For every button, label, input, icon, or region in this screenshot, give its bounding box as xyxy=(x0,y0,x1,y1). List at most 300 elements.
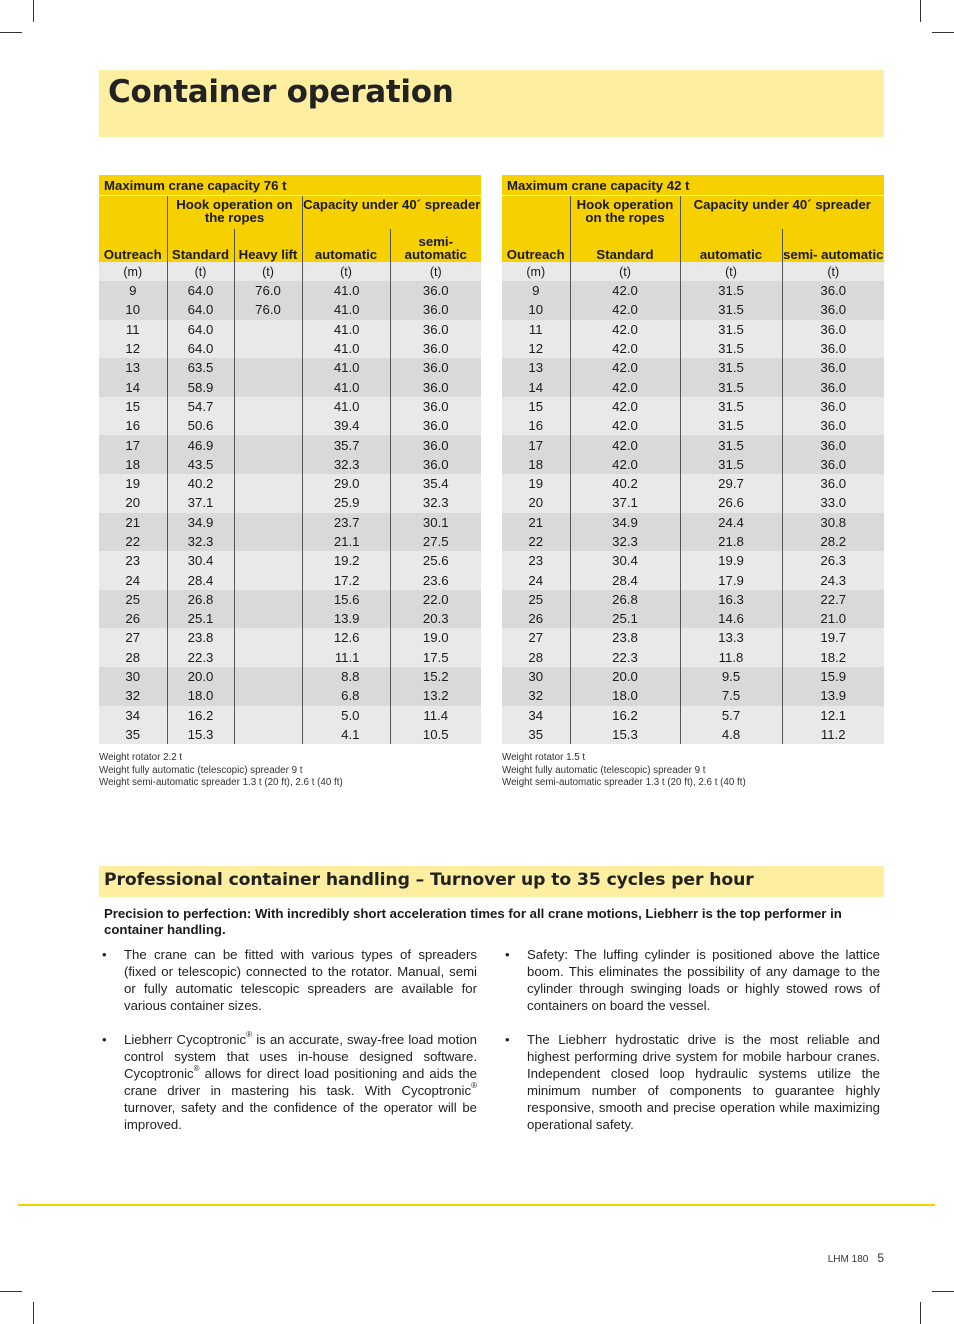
table-cell xyxy=(234,648,302,667)
table-cell: 19 xyxy=(502,474,570,493)
crop-mark xyxy=(932,32,954,33)
table-row xyxy=(99,725,481,744)
table-cell: 30.4 xyxy=(167,551,234,570)
table-cell: 16.3 xyxy=(680,590,782,609)
table-cell: 30 xyxy=(502,667,570,686)
table-cell: 23.8 xyxy=(167,628,234,647)
table-cell: 46.9 xyxy=(167,435,234,454)
table-cell: 14 xyxy=(502,377,570,396)
unit-cell: (t) xyxy=(782,262,884,281)
table-cell: 41.0 xyxy=(302,397,390,416)
table-cell: 15.6 xyxy=(302,590,390,609)
table-cell: 22.3 xyxy=(167,648,234,667)
table-row xyxy=(502,281,884,300)
bullet-text: Safety: The luffing cylinder is positioned above the lattice boom. This eliminates the possibility of any damage to the cylinder through swinging loads or highly stowed rows of containers on board the vessel. xyxy=(527,947,880,1013)
table-row xyxy=(99,435,481,454)
table-row xyxy=(502,667,884,686)
table-cell: 5.0 xyxy=(302,706,390,725)
table-cell: 33.0 xyxy=(782,493,884,512)
table-cell: 20.0 xyxy=(167,667,234,686)
table-cell: 36.0 xyxy=(390,435,481,454)
registered-mark: ® xyxy=(193,1064,200,1073)
unit-cell: (t) xyxy=(570,262,680,281)
table-cell: 18.0 xyxy=(167,686,234,705)
table-cell: 32.3 xyxy=(570,532,680,551)
table-cell xyxy=(234,339,302,358)
table-cell: 36.0 xyxy=(390,339,481,358)
table-cell: 39.4 xyxy=(302,416,390,435)
unit-cell: (t) xyxy=(302,262,390,281)
table-cell: 12.6 xyxy=(302,628,390,647)
unit-cell: (t) xyxy=(390,262,481,281)
table-cell: 18.0 xyxy=(570,686,680,705)
table-row xyxy=(99,648,481,667)
table-cell: 36.0 xyxy=(782,281,884,300)
table-cell: 42.0 xyxy=(570,455,680,474)
table-cell: 29.0 xyxy=(302,474,390,493)
table-cell: 42.0 xyxy=(570,339,680,358)
table-cell: 26 xyxy=(502,609,570,628)
col-header-semi-automatic: semi- automatic xyxy=(390,229,481,262)
table-row xyxy=(99,532,481,551)
units-row xyxy=(99,262,481,281)
table-cell: 20 xyxy=(502,493,570,512)
unit-cell: (t) xyxy=(234,262,302,281)
table-cell: 31.5 xyxy=(680,416,782,435)
table-cell: 10 xyxy=(502,300,570,319)
table-cell: 36.0 xyxy=(390,377,481,396)
table-cell: 17.5 xyxy=(390,648,481,667)
table-cell: 36.0 xyxy=(782,339,884,358)
table-cell: 40.2 xyxy=(570,474,680,493)
table-cell: 36.0 xyxy=(390,281,481,300)
table-cell: 12.1 xyxy=(782,706,884,725)
table-cell xyxy=(234,706,302,725)
table-cell: 28 xyxy=(502,648,570,667)
crop-mark xyxy=(0,32,22,33)
table-row xyxy=(502,570,884,589)
table-cell: 15.2 xyxy=(390,667,481,686)
table-row xyxy=(502,628,884,647)
table-cell: 20.3 xyxy=(390,609,481,628)
table-cell: 64.0 xyxy=(167,281,234,300)
table-row xyxy=(99,300,481,319)
table-cell: 15 xyxy=(502,397,570,416)
registered-mark: ® xyxy=(471,1081,477,1090)
table-row xyxy=(502,493,884,512)
table-cell: 42.0 xyxy=(570,281,680,300)
table-cell: 21.0 xyxy=(782,609,884,628)
page-number: 5 xyxy=(877,1251,884,1265)
group-header-hook: Hook operation on the ropes xyxy=(167,196,302,230)
table-cell: 36.0 xyxy=(782,455,884,474)
table-cell: 23 xyxy=(502,551,570,570)
text-part: is an accurate, sway-free load motion control system that uses in-house designed software. Cycoptronic xyxy=(124,1032,477,1081)
crop-mark xyxy=(920,1302,921,1324)
table-row xyxy=(502,513,884,532)
table-cell: 64.0 xyxy=(167,300,234,319)
table-cell: 11 xyxy=(502,320,570,339)
table-cell: 18.2 xyxy=(782,648,884,667)
table-cell xyxy=(234,397,302,416)
table-row xyxy=(502,339,884,358)
table-title: Maximum crane capacity 42 t xyxy=(502,175,884,196)
table-cell: 23.6 xyxy=(390,570,481,589)
table-cell: 32 xyxy=(502,686,570,705)
table-row xyxy=(99,706,481,725)
table-row xyxy=(502,435,884,454)
table-cell: 13.3 xyxy=(680,628,782,647)
table-cell: 27.5 xyxy=(390,532,481,551)
table-row xyxy=(99,474,481,493)
unit-cell: (m) xyxy=(99,262,167,281)
table-cell: 12 xyxy=(99,339,167,358)
table-cell: 36.0 xyxy=(782,474,884,493)
table-cell: 27 xyxy=(502,628,570,647)
table-cell: 13 xyxy=(99,358,167,377)
table-cell: 13.2 xyxy=(390,686,481,705)
table-cell: 17.2 xyxy=(302,570,390,589)
section-band xyxy=(99,866,884,897)
table-cell: 32 xyxy=(99,686,167,705)
note-line: Weight rotator 1.5 t xyxy=(502,752,586,763)
table-cell: 13.9 xyxy=(302,609,390,628)
table-cell: 11 xyxy=(99,320,167,339)
unit-cell: (t) xyxy=(167,262,234,281)
table-cell: 36.0 xyxy=(390,300,481,319)
table-cell: 18 xyxy=(99,455,167,474)
table-row xyxy=(99,667,481,686)
col-header-standard: Standard xyxy=(570,229,680,262)
table-row xyxy=(502,300,884,319)
table-cell: 22 xyxy=(502,532,570,551)
table-cell: 28.2 xyxy=(782,532,884,551)
table-cell: 20 xyxy=(99,493,167,512)
bullet-icon: • xyxy=(102,1032,107,1047)
table-cell: 25 xyxy=(99,590,167,609)
table-cell: 30 xyxy=(99,667,167,686)
table-cell: 58.9 xyxy=(167,377,234,396)
table-cell: 11.2 xyxy=(782,725,884,744)
table-cell: 12 xyxy=(502,339,570,358)
table-cell: 17 xyxy=(99,435,167,454)
table-cell: 19.0 xyxy=(390,628,481,647)
table-cell: 25.9 xyxy=(302,493,390,512)
crop-mark xyxy=(932,1291,954,1292)
table-cell xyxy=(234,320,302,339)
table-cell: 19 xyxy=(99,474,167,493)
table-cell: 42.0 xyxy=(570,416,680,435)
table-cell xyxy=(234,435,302,454)
table-cell: 41.0 xyxy=(302,358,390,377)
table-cell: 15.3 xyxy=(167,725,234,744)
table-cell: 41.0 xyxy=(302,377,390,396)
table-cell: 16 xyxy=(502,416,570,435)
table-cell: 16.2 xyxy=(167,706,234,725)
table-cell: 30.1 xyxy=(390,513,481,532)
table-cell: 4.1 xyxy=(302,725,390,744)
table-cell: 31.5 xyxy=(680,358,782,377)
table-cell xyxy=(234,455,302,474)
table-cell: 8.8 xyxy=(302,667,390,686)
table-row xyxy=(502,397,884,416)
table-cell: 23.8 xyxy=(570,628,680,647)
table-cell: 36.0 xyxy=(782,397,884,416)
table-row xyxy=(99,397,481,416)
list-item xyxy=(101,1031,477,1133)
note-line: Weight rotator 2.2 t xyxy=(99,752,183,763)
table-cell: 21.8 xyxy=(680,532,782,551)
crop-mark xyxy=(0,1291,22,1292)
table-cell: 34.9 xyxy=(167,513,234,532)
table-cell: 37.1 xyxy=(167,493,234,512)
table-cell xyxy=(234,377,302,396)
table-cell: 11.4 xyxy=(390,706,481,725)
table-cell: 35 xyxy=(502,725,570,744)
table-cell: 4.8 xyxy=(680,725,782,744)
table-row xyxy=(502,455,884,474)
table-cell: 9.5 xyxy=(680,667,782,686)
table-cell: 17 xyxy=(502,435,570,454)
table-cell xyxy=(234,551,302,570)
table-cell: 41.0 xyxy=(302,320,390,339)
col-header-heavy-lift: Heavy lift xyxy=(234,229,302,262)
table-cell: 26.8 xyxy=(570,590,680,609)
notes-76t xyxy=(99,752,343,790)
table-cell: 6.8 xyxy=(302,686,390,705)
table-cell: 36.0 xyxy=(390,455,481,474)
table-cell: 28.4 xyxy=(167,570,234,589)
table-cell: 43.5 xyxy=(167,455,234,474)
group-header-capacity: Capacity under 40´ spreader xyxy=(680,196,884,230)
table-cell: 42.0 xyxy=(570,397,680,416)
note-line: Weight semi-automatic spreader 1.3 t (20 ft), 2.6 t (40 ft) xyxy=(502,777,746,788)
table-cell: 14 xyxy=(99,377,167,396)
table-row xyxy=(502,609,884,628)
model-label: LHM 180 xyxy=(827,1254,869,1265)
table-cell: 36.0 xyxy=(390,416,481,435)
table-cell: 26.6 xyxy=(680,493,782,512)
table-row xyxy=(99,281,481,300)
table-row xyxy=(99,455,481,474)
table-row xyxy=(99,358,481,377)
table-cell: 15 xyxy=(99,397,167,416)
table-cell: 21 xyxy=(502,513,570,532)
page-footer xyxy=(828,1251,884,1265)
table-cell: 36.0 xyxy=(782,416,884,435)
page-title: Container operation xyxy=(108,74,454,110)
table-cell: 23 xyxy=(99,551,167,570)
table-row xyxy=(502,706,884,725)
table-cell: 50.6 xyxy=(167,416,234,435)
table-cell xyxy=(234,416,302,435)
table-cell: 25.1 xyxy=(167,609,234,628)
table-cell: 25.1 xyxy=(570,609,680,628)
table-cell: 24 xyxy=(502,570,570,589)
table-row xyxy=(99,416,481,435)
table-cell: 13 xyxy=(502,358,570,377)
table-cell xyxy=(234,532,302,551)
table-cell: 42.0 xyxy=(570,377,680,396)
col-header-outreach: Outreach xyxy=(99,229,167,262)
table-cell: 19.2 xyxy=(302,551,390,570)
table-cell: 18 xyxy=(502,455,570,474)
table-cell: 29.7 xyxy=(680,474,782,493)
table-cell: 31.5 xyxy=(680,281,782,300)
table-cell: 36.0 xyxy=(782,358,884,377)
text-part: allows for direct load positioning and aids the crane driver in mastering his task. With Cycoptronic xyxy=(124,1066,477,1098)
table-cell: 22.0 xyxy=(390,590,481,609)
table-cell: 31.5 xyxy=(680,435,782,454)
right-column xyxy=(504,946,880,1150)
table-row xyxy=(502,416,884,435)
table-cell: 63.5 xyxy=(167,358,234,377)
table-cell: 64.0 xyxy=(167,339,234,358)
table-cell: 15.3 xyxy=(570,725,680,744)
table-cell: 54.7 xyxy=(167,397,234,416)
table-cell: 31.5 xyxy=(680,377,782,396)
title-band xyxy=(99,70,884,137)
table-cell: 37.1 xyxy=(570,493,680,512)
table-cell: 64.0 xyxy=(167,320,234,339)
table-cell: 31.5 xyxy=(680,300,782,319)
group-header-hook: Hook operation on the ropes xyxy=(570,196,680,230)
table-cell: 11.1 xyxy=(302,648,390,667)
table-cell: 32.3 xyxy=(390,493,481,512)
table-row xyxy=(99,513,481,532)
table-cell: 31.5 xyxy=(680,339,782,358)
note-line: Weight fully automatic (telescopic) spreader 9 t xyxy=(99,764,303,776)
table-cell: 42.0 xyxy=(570,300,680,319)
crop-mark xyxy=(33,0,34,22)
table-cell: 32.3 xyxy=(302,455,390,474)
capacity-table-42t xyxy=(502,175,884,744)
table-cell xyxy=(234,628,302,647)
table-cell: 42.0 xyxy=(570,358,680,377)
bullet-icon: • xyxy=(505,947,510,962)
table-cell: 28 xyxy=(99,648,167,667)
section-heading: Professional container handling – Turnover up to 35 cycles per hour xyxy=(104,870,754,890)
table-cell: 35.7 xyxy=(302,435,390,454)
table-cell: 28.4 xyxy=(570,570,680,589)
table-row xyxy=(502,474,884,493)
table-row xyxy=(502,648,884,667)
table-row xyxy=(502,590,884,609)
table-cell: 14.6 xyxy=(680,609,782,628)
bullet-icon: • xyxy=(505,1032,510,1047)
table-title: Maximum crane capacity 76 t xyxy=(99,175,481,196)
table-cell: 19.7 xyxy=(782,628,884,647)
table-cell: 10.5 xyxy=(390,725,481,744)
table-cell: 31.5 xyxy=(680,320,782,339)
table-cell: 30.8 xyxy=(782,513,884,532)
col-header-automatic: automatic xyxy=(302,229,390,262)
note-line: Weight fully automatic (telescopic) spreader 9 t xyxy=(502,764,706,776)
table-row xyxy=(99,628,481,647)
col-header-semi-automatic: semi- automatic xyxy=(782,229,884,262)
table-cell: 21 xyxy=(99,513,167,532)
table-cell: 36.0 xyxy=(782,300,884,319)
table-cell: 25.6 xyxy=(390,551,481,570)
text-part: Liebherr Cycoptronic xyxy=(124,1032,247,1047)
bullet-text: The Liebherr hydrostatic drive is the most reliable and highest performing drive system for mobile harbour cranes. Independent closed loop hydraulic systems utilize the minimum number of components to guarantee highly responsive, smooth and precise operation while maximizing operational safety. xyxy=(527,1032,880,1132)
table-cell: 26.8 xyxy=(167,590,234,609)
table-cell: 11.8 xyxy=(680,648,782,667)
table-row xyxy=(99,339,481,358)
table-cell: 13.9 xyxy=(782,686,884,705)
table-cell: 24 xyxy=(99,570,167,589)
table-row xyxy=(99,590,481,609)
table-cell: 20.0 xyxy=(570,667,680,686)
table-cell: 34 xyxy=(502,706,570,725)
table-cell: 31.5 xyxy=(680,455,782,474)
col-header-outreach: Outreach xyxy=(502,229,570,262)
empty-header-cell xyxy=(502,196,570,230)
table-cell: 36.0 xyxy=(390,320,481,339)
table-cell xyxy=(234,570,302,589)
bullet-text: The crane can be fitted with various types of spreaders (fixed or telescopic) connected to the rotator. Manual, semi or fully automatic telescopic spreaders are available for various container sizes. xyxy=(124,947,477,1013)
table-row xyxy=(99,320,481,339)
table-row xyxy=(502,725,884,744)
bullet-icon: • xyxy=(102,947,107,962)
capacity-table-76t xyxy=(99,175,481,744)
footer-rule xyxy=(18,1204,935,1206)
table-row xyxy=(502,551,884,570)
table-cell xyxy=(234,590,302,609)
intro-paragraph: Precision to perfection: With incredibly short acceleration times for all crane motions, Liebherr is the top performer in container handling. xyxy=(104,906,842,937)
table-cell: 35 xyxy=(99,725,167,744)
table-cell: 35.4 xyxy=(390,474,481,493)
table-cell: 17.9 xyxy=(680,570,782,589)
table-cell: 36.0 xyxy=(782,435,884,454)
table-cell: 36.0 xyxy=(782,320,884,339)
table-row xyxy=(502,377,884,396)
group-header-capacity: Capacity under 40´ spreader xyxy=(302,196,481,230)
text-part: turnover, safety and the confidence of the operator will be improved. xyxy=(124,1100,477,1132)
table-cell: 16 xyxy=(99,416,167,435)
table-cell: 76.0 xyxy=(234,300,302,319)
unit-cell: (m) xyxy=(502,262,570,281)
table-row xyxy=(99,377,481,396)
table-cell: 7.5 xyxy=(680,686,782,705)
registered-mark: ® xyxy=(246,1030,253,1039)
note-line: Weight semi-automatic spreader 1.3 t (20 ft), 2.6 t (40 ft) xyxy=(99,777,343,788)
table-row xyxy=(99,551,481,570)
table-row xyxy=(502,532,884,551)
table-cell xyxy=(234,493,302,512)
table-row xyxy=(502,358,884,377)
list-item xyxy=(504,946,880,1014)
table-cell: 41.0 xyxy=(302,281,390,300)
table-cell: 26.3 xyxy=(782,551,884,570)
table-cell: 41.0 xyxy=(302,300,390,319)
table-cell: 26 xyxy=(99,609,167,628)
table-cell: 25 xyxy=(502,590,570,609)
crop-mark xyxy=(33,1302,34,1324)
empty-header-cell xyxy=(99,196,167,230)
table-cell: 24.3 xyxy=(782,570,884,589)
table-cell: 76.0 xyxy=(234,281,302,300)
table-row xyxy=(99,570,481,589)
table-row xyxy=(502,320,884,339)
table-cell: 22.3 xyxy=(570,648,680,667)
table-cell: 36.0 xyxy=(390,358,481,377)
table-cell: 9 xyxy=(99,281,167,300)
table-cell: 34.9 xyxy=(570,513,680,532)
table-row xyxy=(99,493,481,512)
left-column xyxy=(101,946,477,1150)
bullet-text xyxy=(124,1032,477,1132)
